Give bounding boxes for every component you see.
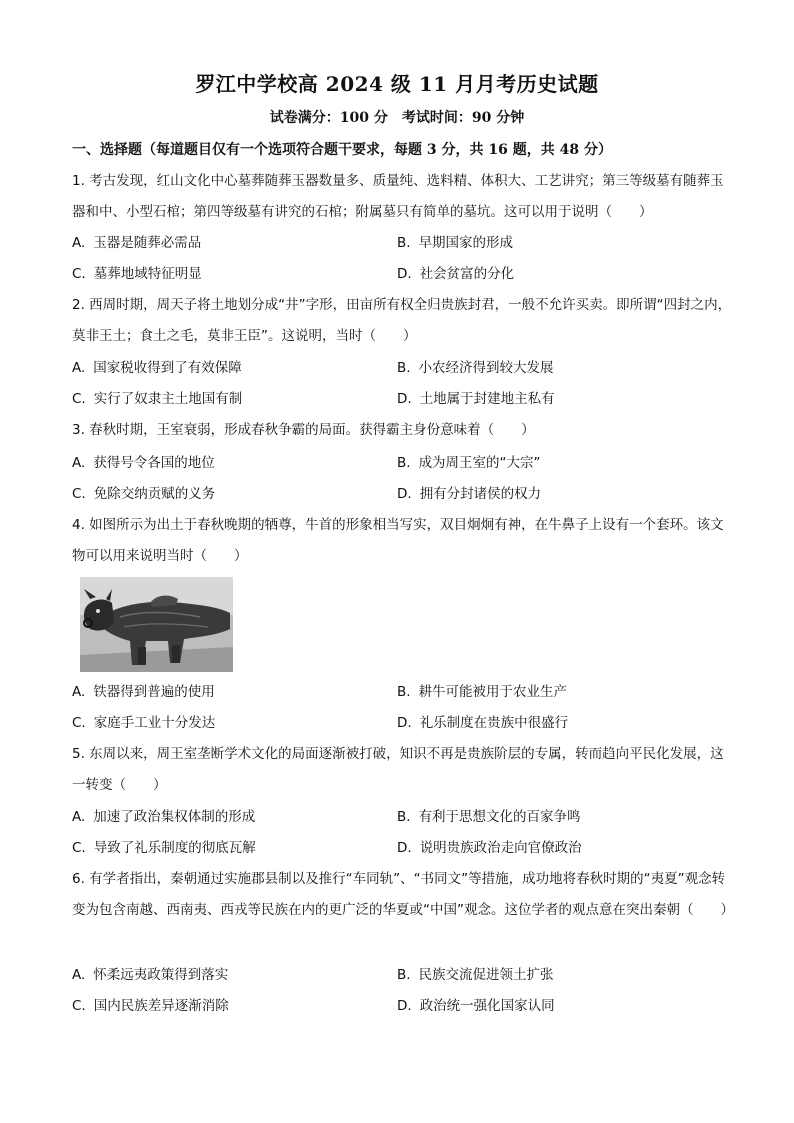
question-4-option-a: A. 铁器得到普遍的使用 bbox=[72, 684, 215, 700]
question-6-option-a: A. 怀柔远夷政策得到落实 bbox=[72, 967, 229, 983]
question-3-option-b: B. 成为周王室的“大宗” bbox=[397, 455, 541, 471]
question-4-stem: 4. 如图所示为出土于春秋晚期的牺尊，牛首的形象相当写实，双目炯炯有神，在牛鼻子上设有一个套环。该文物可以用来说明当时（ ） bbox=[72, 517, 724, 564]
question-2-option-b: B. 小农经济得到较大发展 bbox=[397, 360, 554, 376]
question-2-stem: 2. 西周时期，周天子将土地划分成“井”字形，田亩所有权全归贵族封君，一般不允许买卖。即所谓“四封之内，莫非王土；食土之毛，莫非王臣”。这说明，当时（ ） bbox=[72, 297, 732, 344]
question-2-option-a: A. 国家税收得到了有效保障 bbox=[72, 360, 242, 376]
question-6-option-d: D. 政治统一强化国家认同 bbox=[397, 998, 555, 1014]
question-1-stem: 1. 考古发现，红山文化中心墓葬随葬玉器数量多、质量纯、选料精、体积大、工艺讲究；第三等级墓有随葬玉器和中、小型石棺；第四等级墓有讲究的石棺；附属墓只有简单的墓坑。这可以用于说明（ ） bbox=[72, 173, 724, 220]
question-5-option-a: A. 加速了政治集权体制的形成 bbox=[72, 809, 256, 825]
question-1-option-c: C. 墓葬地域特征明显 bbox=[72, 266, 202, 282]
question-6-stem: 6. 有学者指出，秦朝通过实施郡县制以及推行“车同轨”、“书同文”等措施，成功地将春秋时期的“夷夏”观念转变为包含南越、西南夷、西戎等民族在内的更广泛的华夏或“中国”观念。这位学者的观点意在突出秦朝（ ） bbox=[72, 871, 734, 918]
question-3-option-c: C. 免除交纳贡赋的义务 bbox=[72, 486, 216, 502]
question-4-option-c: C. 家庭手工业十分发达 bbox=[72, 715, 216, 731]
question-2-option-c: C. 实行了奴隶主土地国有制 bbox=[72, 391, 243, 407]
question-1-option-b: B. 早期国家的形成 bbox=[397, 235, 514, 251]
question-4-option-b: B. 耕牛可能被用于农业生产 bbox=[397, 684, 568, 700]
question-5-option-d: D. 说明贵族政治走向官僚政治 bbox=[397, 840, 582, 856]
ox-zun-artifact-image bbox=[80, 577, 233, 672]
question-3-option-a: A. 获得号令各国的地位 bbox=[72, 455, 215, 471]
question-4-option-d: D. 礼乐制度在贵族中很盛行 bbox=[397, 715, 569, 731]
section-heading: 一、选择题（每道题目仅有一个选项符合题干要求，每题 3 分，共 16 题，共 48 分） bbox=[72, 142, 612, 158]
question-6-option-b: B. 民族交流促进领土扩张 bbox=[397, 967, 554, 983]
question-5-stem: 5. 东周以来，周王室垄断学术文化的局面逐渐被打破，知识不再是贵族阶层的专属，转而趋向平民化发展，这一转变（ ） bbox=[72, 746, 724, 793]
question-3-stem: 3. 春秋时期，王室衰弱，形成春秋争霸的局面。获得霸主身份意味着（ ） bbox=[72, 422, 535, 438]
question-1-option-a: A. 玉器是随葬必需品 bbox=[72, 235, 202, 251]
exam-title: 罗江中学校高 2024 级 11 月月考历史试题 bbox=[195, 72, 599, 96]
question-2-option-d: D. 土地属于封建地主私有 bbox=[397, 391, 555, 407]
question-5-option-b: B. 有利于思想文化的百家争鸣 bbox=[397, 809, 581, 825]
question-6-option-c: C. 国内民族差异逐渐消除 bbox=[72, 998, 229, 1014]
exam-subtitle: 试卷满分：100 分 考试时间：90 分钟 bbox=[269, 110, 525, 126]
question-3-option-d: D. 拥有分封诸侯的权力 bbox=[397, 486, 542, 502]
question-1-option-d: D. 社会贫富的分化 bbox=[397, 266, 515, 282]
question-5-option-c: C. 导致了礼乐制度的彻底瓦解 bbox=[72, 840, 256, 856]
